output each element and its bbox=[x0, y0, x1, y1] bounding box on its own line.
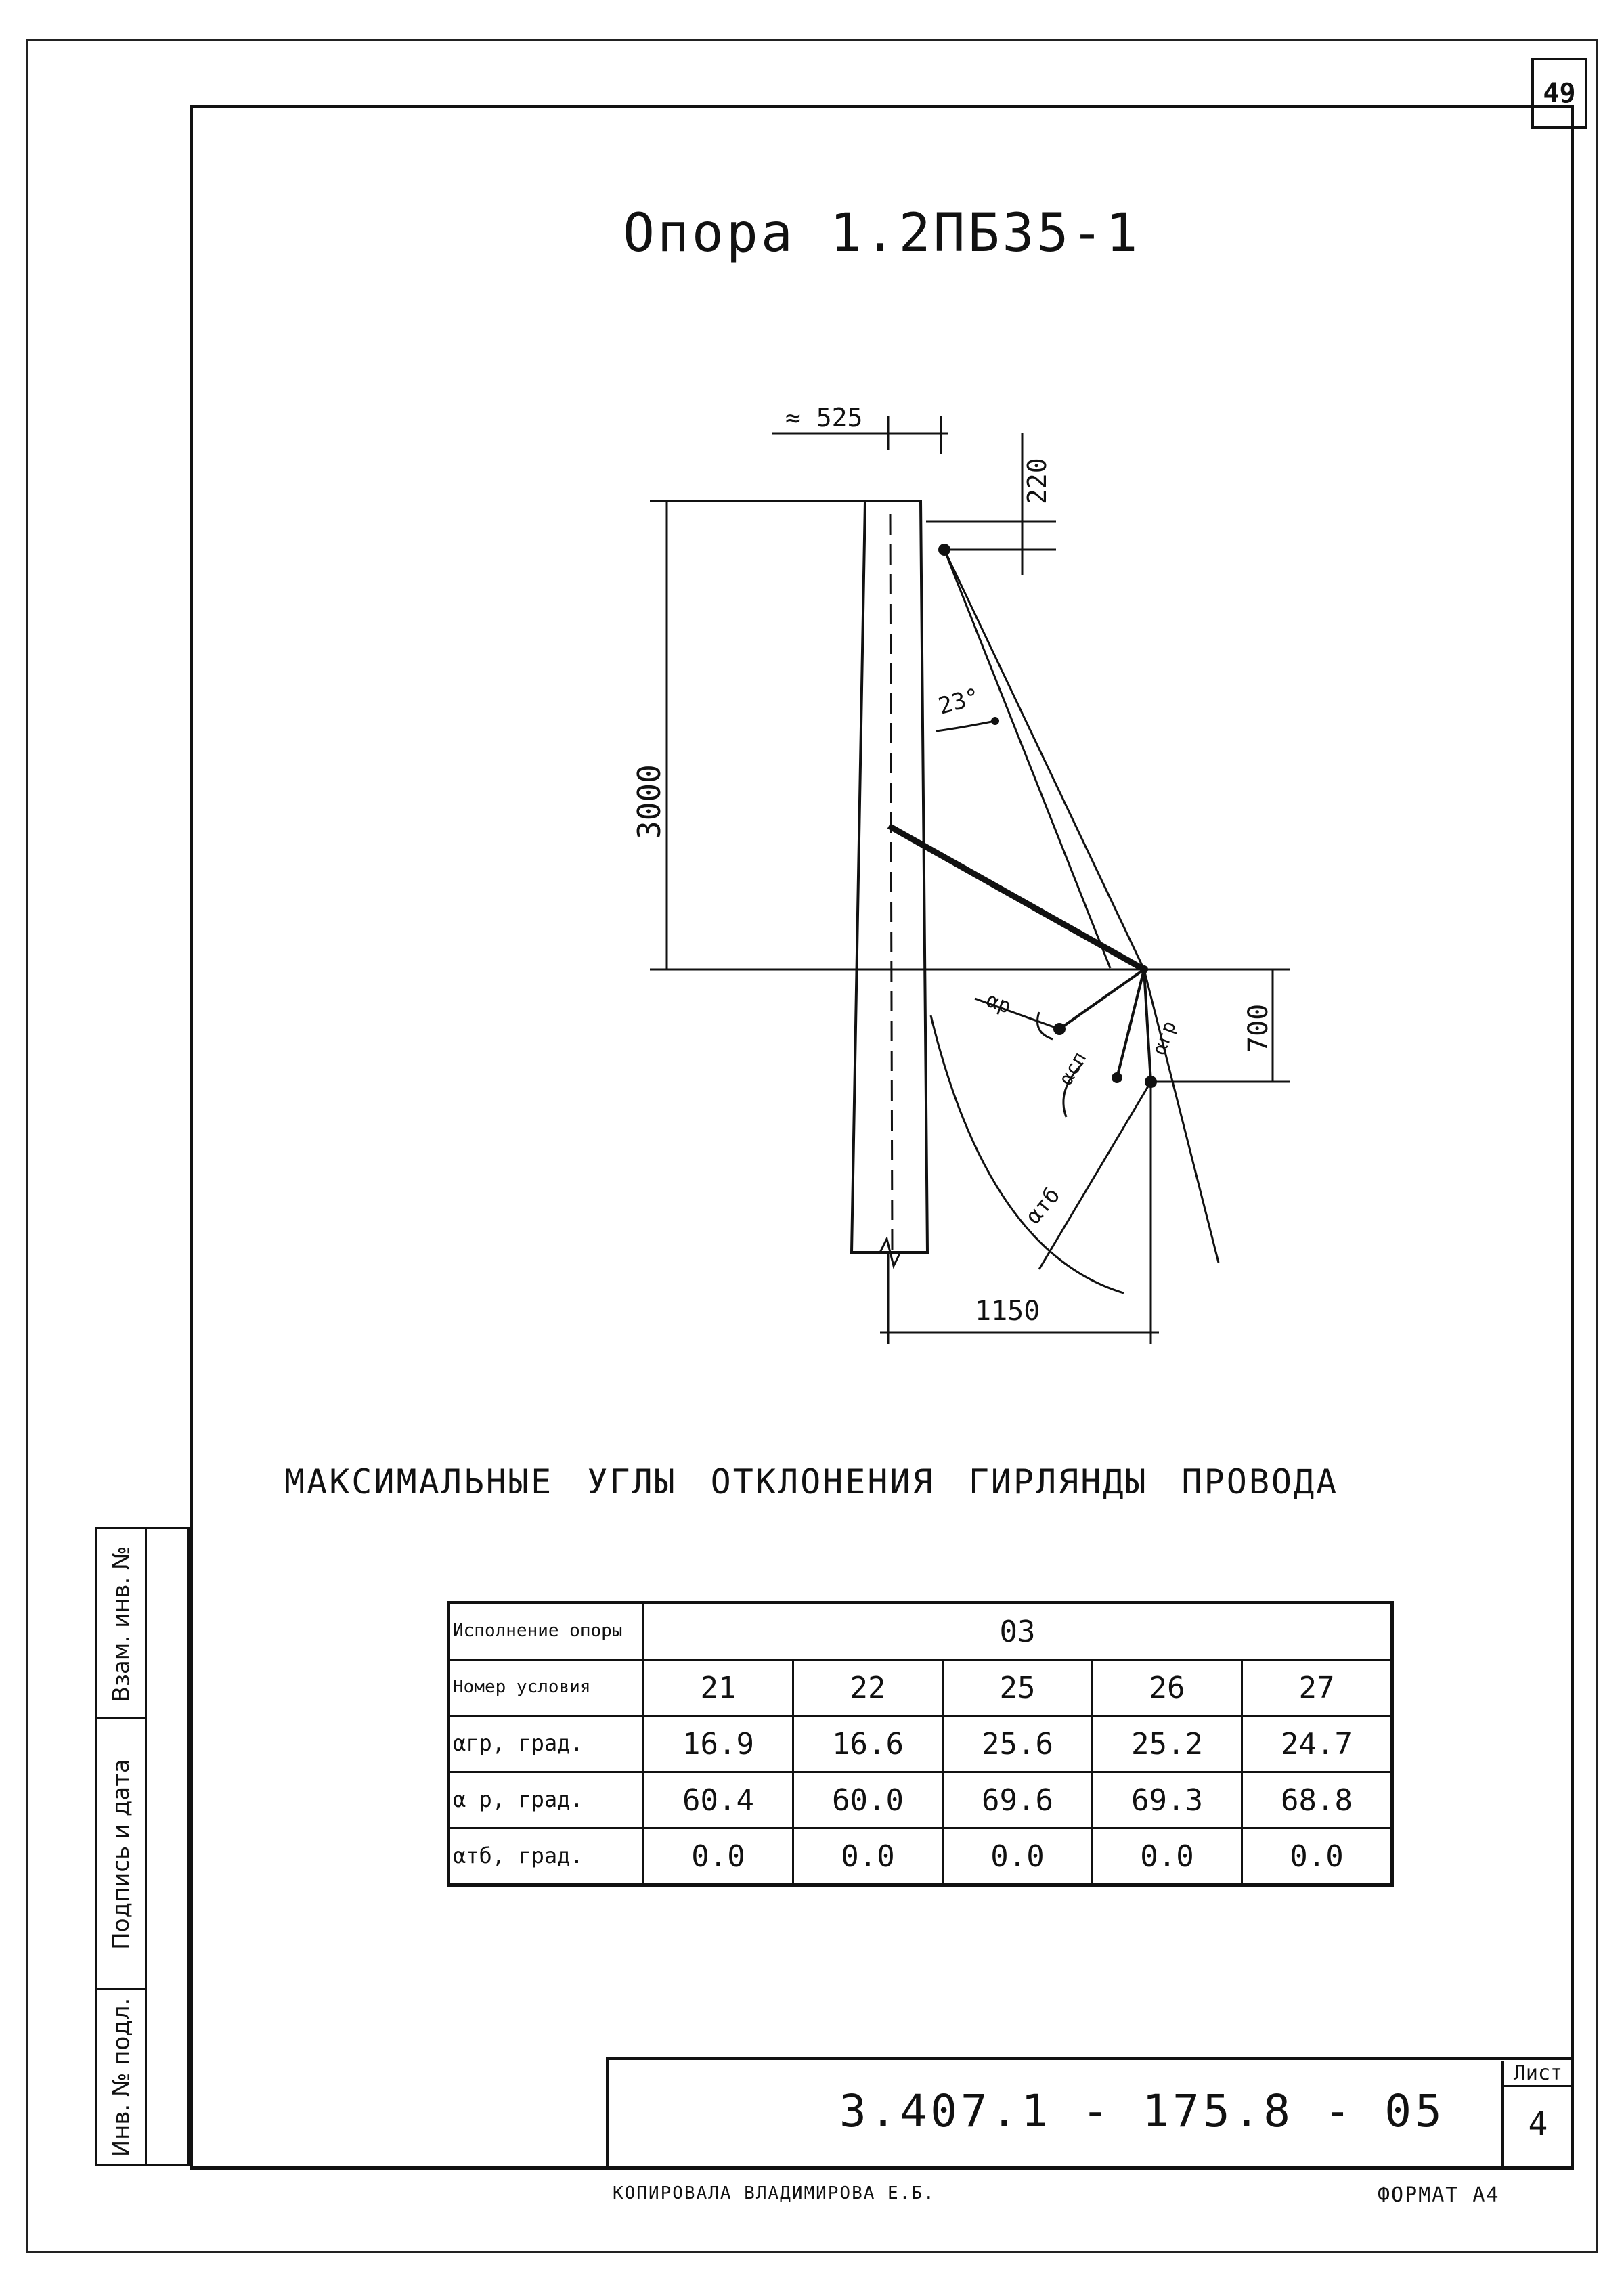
sheet-number: 4 bbox=[1528, 2105, 1548, 2143]
stamp-replace-inv: Взам. инв. № bbox=[108, 1546, 135, 1703]
crossarm bbox=[889, 826, 1144, 969]
string-down bbox=[1144, 969, 1219, 1263]
row-header-alpha-gp: αгр, град. bbox=[449, 1716, 644, 1772]
dim-bottom-reach: 1150 bbox=[975, 1296, 1040, 1327]
table-row bbox=[449, 1772, 1392, 1828]
table-cell: 69.3 bbox=[1093, 1772, 1242, 1828]
row-header-execution: Исполнение опоры bbox=[449, 1603, 644, 1660]
corner-sheet-number: 49 bbox=[1531, 58, 1587, 129]
sheet-label: Лист bbox=[1504, 2061, 1572, 2087]
table-cell: 68.8 bbox=[1242, 1772, 1392, 1828]
arc-tb bbox=[931, 1015, 1124, 1293]
table-cell: 69.6 bbox=[943, 1772, 1093, 1828]
heading-word: ПРОВОДА bbox=[1181, 1462, 1339, 1502]
deflection-angles-table bbox=[447, 1601, 1394, 1887]
table-cell: 60.4 bbox=[644, 1772, 793, 1828]
table-cell: 25.6 bbox=[943, 1716, 1093, 1772]
table-row bbox=[449, 1828, 1392, 1885]
table-cell: 0.0 bbox=[1242, 1828, 1392, 1885]
condition-cell: 21 bbox=[644, 1660, 793, 1716]
angle-gp-label: αгр bbox=[1147, 1017, 1181, 1058]
table-cell: 16.9 bbox=[644, 1716, 793, 1772]
table-cell: 24.7 bbox=[1242, 1716, 1392, 1772]
condition-cell: 25 bbox=[943, 1660, 1093, 1716]
angle-top-label: 23° bbox=[935, 683, 983, 720]
stamp-sign-date: Подпись и дата bbox=[108, 1759, 135, 1950]
angle-tb-label: αтб bbox=[1020, 1182, 1066, 1229]
heading-word: УГЛЫ bbox=[587, 1462, 677, 1502]
condition-cell: 27 bbox=[1242, 1660, 1392, 1716]
dim-lower-drop: 700 bbox=[1243, 1003, 1274, 1053]
stamp-divider bbox=[145, 1529, 147, 2166]
execution-value: 03 bbox=[644, 1603, 1392, 1660]
dim-top-gap: 220 bbox=[1022, 458, 1052, 504]
table-row bbox=[449, 1603, 1392, 1660]
angle-p-label: αр bbox=[983, 988, 1015, 1019]
table-cell: 0.0 bbox=[943, 1828, 1093, 1885]
heading-word: ОТКЛОНЕНИЯ bbox=[710, 1462, 935, 1502]
row-header-alpha-p: α р, град. bbox=[449, 1772, 644, 1828]
document-code: 3.407.1 - 175.8 - 05 bbox=[839, 2085, 1445, 2137]
dim-top-offset: ≈ 525 bbox=[785, 403, 863, 433]
footer-format: ФОРМАТ А4 bbox=[1378, 2183, 1500, 2207]
dim-height: 3000 bbox=[631, 764, 667, 839]
row-header-condition: Номер условия bbox=[449, 1660, 644, 1716]
table-row bbox=[449, 1660, 1392, 1716]
table-cell: 60.0 bbox=[793, 1772, 943, 1828]
footer-copied-by: КОПИРОВАЛА ВЛАДИМИРОВА Е.Б. bbox=[613, 2183, 936, 2204]
drawing-title: Опора 1.2ПБ35-1 bbox=[623, 203, 1141, 264]
stamp-inv-orig: Инв. № подл. bbox=[108, 1998, 135, 2157]
table-cell: 25.2 bbox=[1093, 1716, 1242, 1772]
table-cell: 0.0 bbox=[644, 1828, 793, 1885]
side-stamp bbox=[95, 1527, 190, 2166]
table-cell: 0.0 bbox=[1093, 1828, 1242, 1885]
table-row bbox=[449, 1716, 1392, 1772]
arc-23 bbox=[936, 721, 995, 731]
top-strut-2 bbox=[944, 550, 1144, 969]
condition-cell: 26 bbox=[1093, 1660, 1242, 1716]
row-header-alpha-tb: αтб, град. bbox=[449, 1828, 644, 1885]
condition-cell: 22 bbox=[793, 1660, 943, 1716]
angle-sp-label: αсп bbox=[1054, 1048, 1091, 1089]
pole-axis bbox=[890, 514, 892, 1252]
heading-word: МАКСИМАЛЬНЫЕ bbox=[284, 1462, 554, 1502]
table-cell: 0.0 bbox=[793, 1828, 943, 1885]
heading-word: ГИРЛЯНДЫ bbox=[968, 1462, 1148, 1502]
table-cell: 16.6 bbox=[793, 1716, 943, 1772]
string-lower bbox=[1039, 1082, 1151, 1269]
table-heading bbox=[284, 1462, 1372, 1502]
